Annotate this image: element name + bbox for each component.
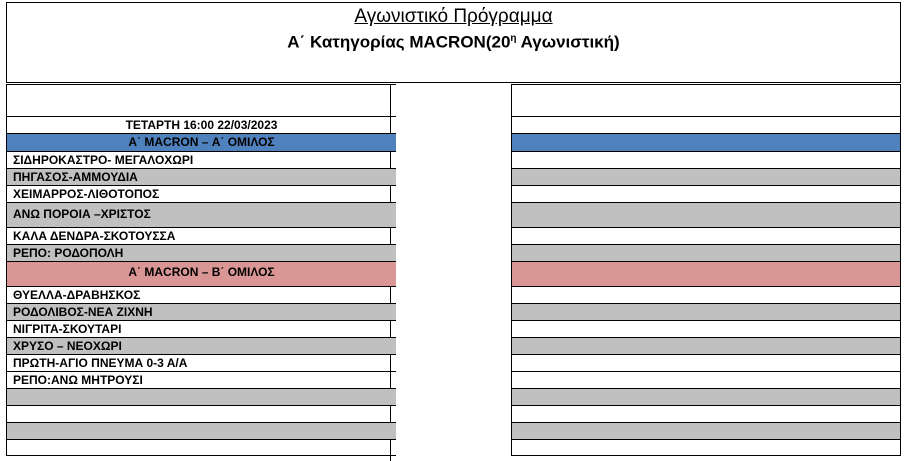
right-cell — [511, 84, 901, 117]
subtitle-sup: η — [510, 33, 517, 44]
right-cell — [511, 117, 901, 134]
match-cell: ΝΙΓΡΙΤΑ-ΣΚΟΥΤΑΡΙ — [6, 321, 396, 338]
match-cell: ΘΥΕΛΛΑ-ΔΡΑΒΗΣΚΟΣ — [6, 287, 396, 304]
right-cell — [511, 406, 901, 423]
table-row — [6, 440, 901, 456]
empty-cell — [6, 406, 396, 423]
match-cell: ΧΡΥΣΟ – ΝΕΟΧΩΡΙ — [6, 338, 396, 355]
right-cell — [511, 355, 901, 372]
right-cell — [511, 440, 901, 456]
table-row — [6, 203, 901, 228]
right-cell — [511, 203, 901, 228]
empty-cell — [6, 440, 396, 456]
match-cell: ΠΗΓΑΣΟΣ-ΑΜΜΟΥΔΙΑ — [6, 169, 396, 186]
subtitle-main: Α΄ Κατηγορίας MACRON(20 — [287, 32, 511, 52]
right-cell — [511, 372, 901, 389]
right-cell — [511, 134, 901, 152]
empty-cell — [6, 423, 396, 440]
table-row — [6, 84, 901, 117]
match-cell: ΚΑΛΑ ΔΕΝΔΡΑ-ΣΚΟΤΟΥΣΣΑ — [6, 228, 396, 245]
table-row — [6, 372, 901, 389]
table-row — [6, 355, 901, 372]
right-cell — [511, 262, 901, 287]
date-line: ΤΕΤΑΡΤΗ 16:00 22/03/2023 — [6, 117, 396, 134]
match-cell: ΡΕΠΟ: ΡΟΔΟΠΟΛΗ — [6, 245, 396, 262]
table-row — [6, 423, 901, 440]
left-cell — [6, 84, 396, 117]
group-a-header: Α΄ MACRON – Α΄ ΟΜΙΛΟΣ — [6, 134, 396, 152]
right-cell — [511, 169, 901, 186]
match-cell: ΡΟΔΟΛΙΒΟΣ-ΝΕΑ ΖΙΧΝΗ — [6, 304, 396, 321]
table-row — [6, 228, 901, 245]
table-row — [6, 287, 901, 304]
table-row — [6, 389, 901, 406]
table-row — [6, 304, 901, 321]
match-cell: ΡΕΠΟ:ΑΝΩ ΜΗΤΡΟΥΣΙ — [6, 372, 396, 389]
table-row — [6, 262, 901, 287]
table-row — [6, 169, 901, 186]
table-row — [6, 152, 901, 169]
page-title: Αγωνιστικό Πρόγραμμα — [354, 6, 553, 27]
right-cell — [511, 245, 901, 262]
right-cell — [511, 389, 901, 406]
right-cell — [511, 338, 901, 355]
right-cell — [511, 186, 901, 203]
right-cell — [511, 152, 901, 169]
match-cell: ΠΡΩΤΗ-ΑΓΙΟ ΠΝΕΥΜΑ 0-3 Α/Α — [6, 355, 396, 372]
match-cell: ΣΙΔΗΡΟΚΑΣΤΡΟ- ΜΕΓΑΛΟΧΩΡΙ — [6, 152, 396, 169]
match-cell: ΧΕΙΜΑΡΡΟΣ-ΛΙΘΟΤΟΠΟΣ — [6, 186, 396, 203]
table-row — [6, 134, 901, 152]
empty-cell — [6, 389, 396, 406]
page-subtitle — [7, 28, 900, 54]
table-row — [6, 117, 901, 134]
table-row — [6, 245, 901, 262]
table-row — [6, 186, 901, 203]
table-row — [6, 406, 901, 423]
match-cell: ΑΝΩ ΠΟΡΟΙΑ –ΧΡΙΣΤΟΣ — [6, 203, 396, 228]
right-cell — [511, 228, 901, 245]
table-row — [6, 321, 901, 338]
right-cell — [511, 304, 901, 321]
schedule-header — [6, 2, 901, 83]
subtitle-end: Αγωνιστική) — [516, 32, 620, 52]
table-row — [6, 338, 901, 355]
schedule-table — [6, 84, 901, 456]
right-cell — [511, 321, 901, 338]
right-cell — [511, 423, 901, 440]
group-b-header: Α΄ MACRON – Β΄ ΟΜΙΛΟΣ — [6, 262, 396, 287]
right-cell — [511, 287, 901, 304]
